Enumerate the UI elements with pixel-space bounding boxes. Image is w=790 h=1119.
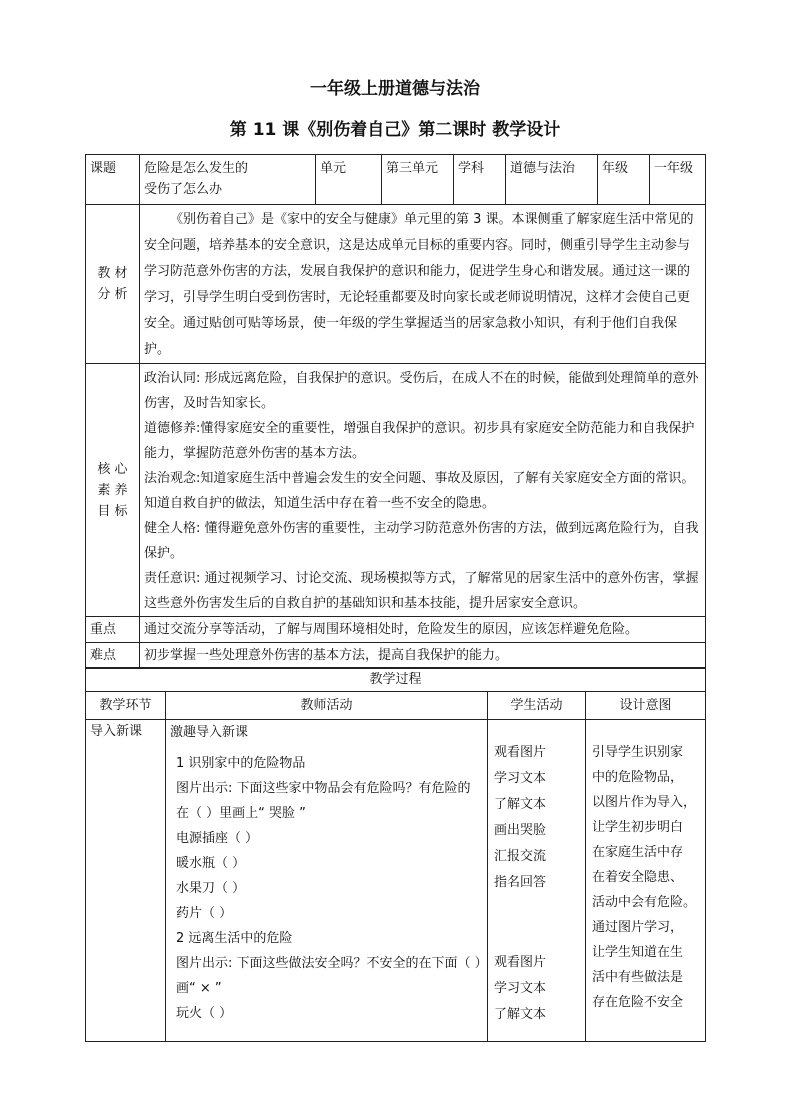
student-line: 学习文本 bbox=[494, 771, 547, 786]
intent-line: 引导学生识别家 bbox=[592, 745, 684, 760]
student-line: 画出哭脸 bbox=[494, 823, 547, 838]
difficulty-text: 初步掌握一些处理意外伤害的基本方法，提高自我保护的能力。 bbox=[140, 643, 706, 669]
goal-rule-of-law: 法治观念:知道家庭生活中普遍会发生的安全问题、事故及原因，了解有关家庭安全方面的常识。知道自救自护的做法，知道生活中存在着一些不安全的隐患。 bbox=[144, 471, 695, 511]
key-point-label: 重点 bbox=[86, 617, 140, 643]
process-heading: 教学过程 bbox=[86, 668, 706, 692]
goals-label-line: 目 标 bbox=[97, 503, 128, 519]
goals-label-line: 素 养 bbox=[97, 482, 128, 498]
analysis-label bbox=[86, 205, 140, 364]
topic-line: 受伤了怎么办 bbox=[144, 182, 223, 197]
column-header: 设计意图 bbox=[586, 692, 706, 720]
intent-line: 在家庭生活中存 bbox=[592, 845, 684, 860]
lesson-title: 第 11 课《别伤着自己》第二课时 教学设计 bbox=[229, 120, 561, 140]
subject-value: 道德与法治 bbox=[506, 155, 598, 205]
topic-value bbox=[140, 155, 316, 205]
grade-value: 一年级 bbox=[650, 155, 706, 205]
document-title: 一年级上册道德与法治 bbox=[310, 79, 480, 99]
grade-label: 年级 bbox=[598, 155, 650, 205]
student-activity-cell bbox=[488, 720, 586, 1042]
student-line: 了解文本 bbox=[494, 1007, 547, 1022]
stage-label: 导入新课 bbox=[90, 724, 143, 739]
analysis-paragraph: 《别伤着自己》是《家中的安全与健康》单元里的第 3 课。本课侧重了解家庭生活中常见的安全问题，培养基本的安全意识，这是达成单元目标的重要内容。同时，侧重引导学生主动参与学习防范意外伤害的方法，发展自我保护的意识和能力，促进学生身心和谐发展。通过这一课的学习，引导学生明白受到伤害时，无论轻重都要及时向家长或老师说明情况，这样才会使自己更安全。通过贴创可贴等场景，使一年级的学生掌握适当的居家急救小知识，有利于他们自我保护。 bbox=[144, 212, 694, 357]
unit-value: 第三单元 bbox=[382, 155, 454, 205]
goal-moral-cultivation: 道德修养:懂得家庭安全的重要性，增强自我保护的意识。初步具有家庭安全防范能力和自我保护能力，掌握防范意外伤害的基本方法。 bbox=[144, 421, 695, 461]
design-intent-cell bbox=[586, 720, 706, 1042]
column-header: 教学环节 bbox=[86, 692, 166, 720]
goals-label bbox=[86, 364, 140, 617]
teacher-activity-cell bbox=[166, 720, 488, 1042]
intent-line: 中的危险物品， bbox=[592, 770, 684, 785]
intent-line: 让学生初步明白 bbox=[592, 820, 684, 835]
goals-text bbox=[140, 364, 706, 617]
teacher-line: 图片出示: 下面这些家中物品会有危险吗？有危险的在（ ）里画上“ 哭脸 ” bbox=[176, 781, 471, 821]
student-line: 汇报交流 bbox=[494, 849, 547, 864]
goal-sound-personality: 健全人格: 懂得避免意外伤害的重要性，主动学习防范意外伤害的方法，做到远离危险行为，自我保护。 bbox=[144, 521, 699, 561]
teacher-line: 激趣导入新课 bbox=[170, 725, 249, 740]
teacher-line: 1 识别家中的危险物品 bbox=[176, 756, 306, 771]
unit-label: 单元 bbox=[316, 155, 382, 205]
teacher-line: 药片（ ） bbox=[176, 906, 233, 921]
analysis-label-line: 分 析 bbox=[97, 287, 128, 302]
intent-line: 活动中会有危险。 bbox=[592, 895, 697, 910]
intent-line: 在着安全隐患、 bbox=[592, 870, 684, 885]
teacher-line: 2 远离生活中的危险 bbox=[176, 931, 293, 946]
student-line: 指名回答 bbox=[494, 875, 547, 890]
intent-line: 让学生知道在生 bbox=[592, 945, 684, 960]
intent-line: 活中有些做法是 bbox=[592, 970, 684, 985]
goal-responsibility: 责任意识: 通过视频学习、讨论交流、现场模拟等方式，了解常见的居家生活中的意外伤害，掌握这些意外伤害发生后的自救自护的基础知识和基本技能，提升居家安全意识。 bbox=[144, 571, 699, 611]
goals-label-line: 核 心 bbox=[97, 461, 128, 477]
analysis-label-line: 教 材 bbox=[97, 266, 128, 281]
stage-cell bbox=[86, 720, 166, 1042]
column-header: 教师活动 bbox=[166, 692, 488, 720]
student-line: 观看图片 bbox=[494, 955, 547, 970]
teacher-line: 图片出示: 下面这些做法安全吗？不安全的在下面（ ）画“ × ” bbox=[176, 956, 482, 996]
student-line: 了解文本 bbox=[494, 797, 547, 812]
intent-line: 通过图片学习， bbox=[592, 920, 684, 935]
intent-line: 以图片作为导入， bbox=[592, 795, 697, 810]
column-header: 学生活动 bbox=[488, 692, 586, 720]
teacher-line: 玩火（ ） bbox=[176, 1006, 233, 1021]
teacher-line: 电源插座（ ） bbox=[176, 831, 259, 846]
teacher-line: 水果刀（ ） bbox=[176, 881, 246, 896]
difficulty-label: 难点 bbox=[86, 643, 140, 669]
intent-line: 存在危险不安全 bbox=[592, 995, 684, 1010]
key-point-text: 通过交流分享等活动，了解与周围环境相处时，危险发生的原因，应该怎样避免危险。 bbox=[140, 617, 706, 643]
analysis-text bbox=[140, 205, 706, 364]
topic-line: 危险是怎么发生的 bbox=[144, 161, 249, 176]
goal-political-identity: 政治认同: 形成远离危险，自我保护的意识。受伤后，在成人不在的时候，能做到处理简单的意外伤害，及时告知家长。 bbox=[144, 371, 699, 411]
lesson-info-table bbox=[85, 154, 706, 669]
subject-label: 学科 bbox=[454, 155, 506, 205]
topic-label: 课题 bbox=[86, 155, 140, 205]
teacher-line: 暖水瓶（ ） bbox=[176, 856, 246, 871]
student-line: 学习文本 bbox=[494, 981, 547, 996]
student-line: 观看图片 bbox=[494, 745, 547, 760]
teaching-process-table bbox=[85, 667, 706, 1042]
